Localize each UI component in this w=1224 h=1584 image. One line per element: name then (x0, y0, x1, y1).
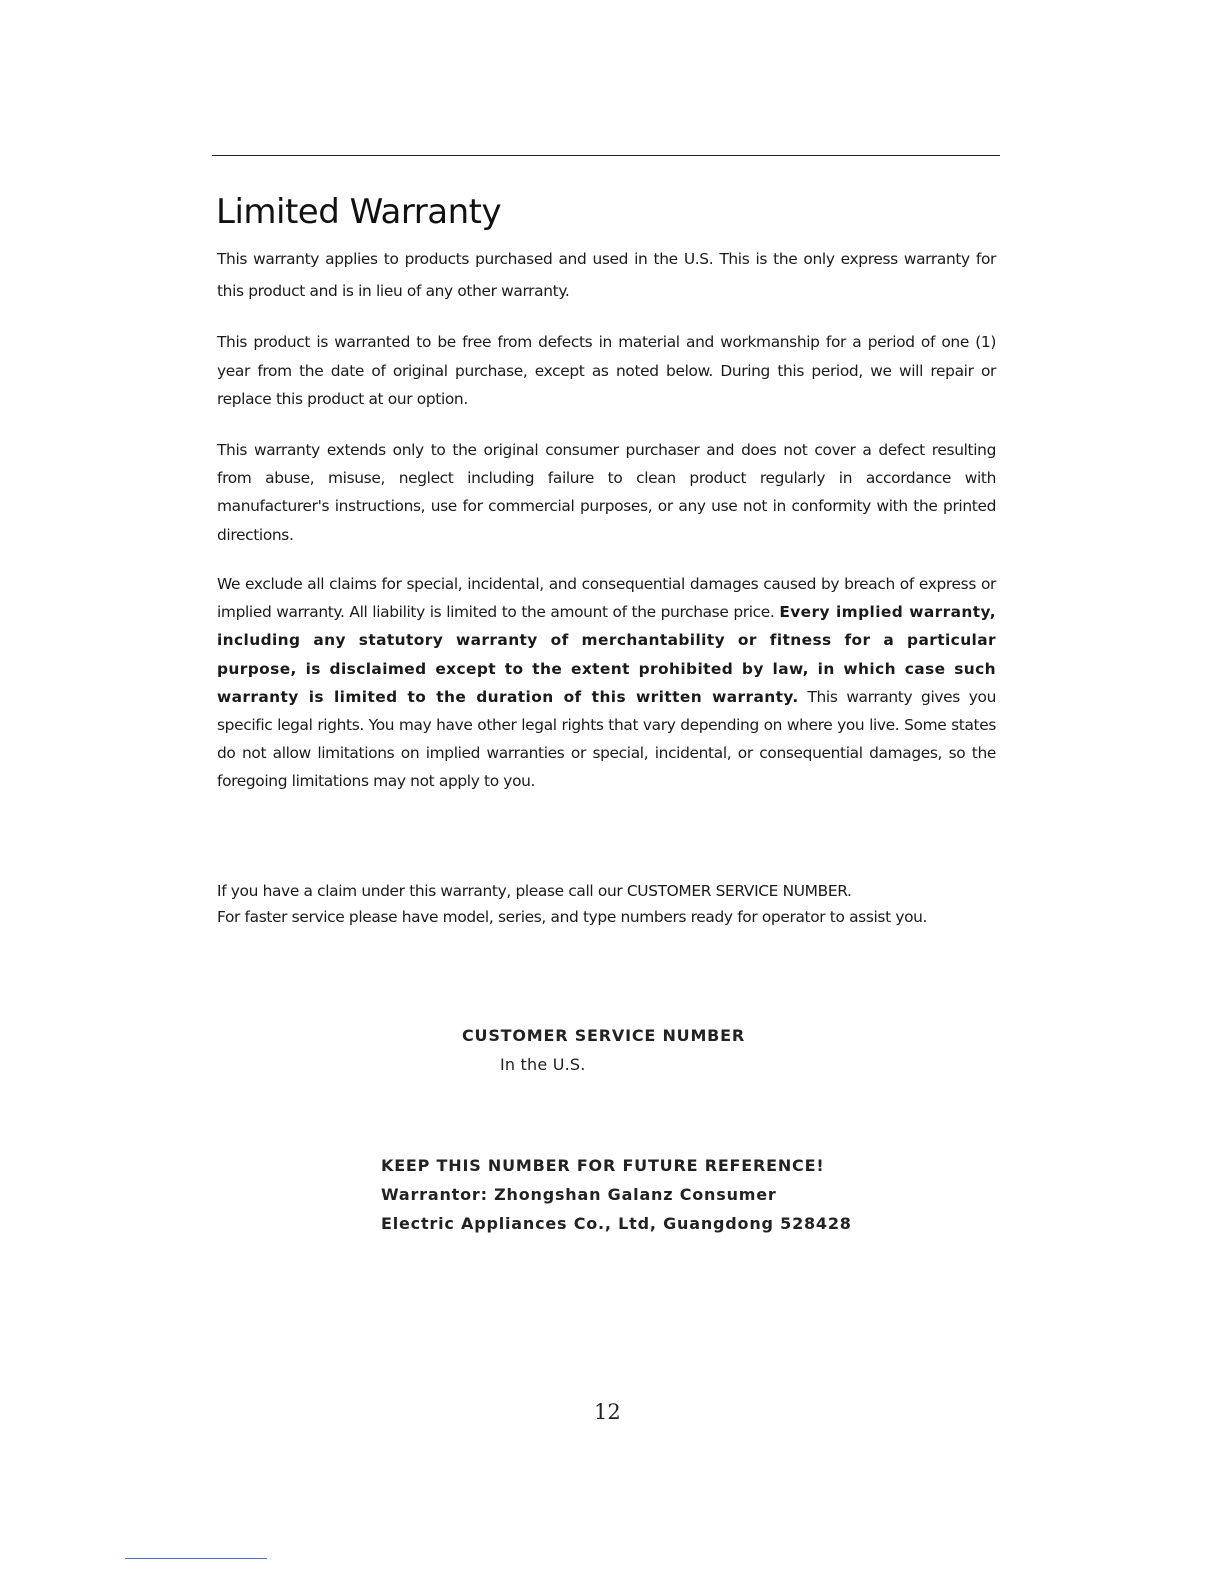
implied-warranty-disclaimer: Every implied warranty, including any statutory warranty of merchantability or fitness for a particular purpose, is disclaimed except to the extent prohibited by law, in which case such warranty is limited to the duration of this written warranty. (217, 603, 996, 706)
warranty-period-block (217, 328, 996, 414)
customer-service-region: In the U.S. (500, 1055, 586, 1074)
exclusions-block (217, 570, 996, 796)
page-title: Limited Warranty (216, 192, 502, 232)
header-divider (212, 155, 1000, 156)
claim-line-1: If you have a claim under this warranty, please call our CUSTOMER SERVICE NUMBER. (217, 882, 852, 900)
warrantor-line-2: Electric Appliances Co., Ltd, Guangdong 528428 (381, 1214, 852, 1233)
warrantor-line-1: Warrantor: Zhongshan Galanz Consumer (381, 1185, 777, 1204)
warranty-period-paragraph: This product is warranted to be free from defects in material and workmanship for a period of one (1) year from the date of original purchase, except as noted below. During this period, we will repair or replace this product at our option. (217, 333, 996, 408)
claim-line-2: For faster service please have model, series, and type numbers ready for operator to assist you. (217, 908, 928, 926)
warranty-scope-paragraph: This warranty extends only to the original consumer purchaser and does not cover a defect resulting from abuse, misuse, neglect including failure to clean product regularly in accordance with manufacturer's instructions, use for commercial purposes, or any use not in conformity with the printed directions. (217, 441, 996, 544)
claim-instructions (217, 878, 996, 930)
intro-paragraph-block (217, 243, 996, 307)
exclusions-text-start: We exclude all claims for special, incidental, and consequential damages caused by breach of express or implied warranty. All liability is limited to the amount of the purchase price. (217, 575, 996, 622)
exclusions-text-end: This warranty gives you specific legal rights. You may have other legal rights that vary depending on where you live. Some states do not allow limitations on implied warranties or special, incidental, or consequential damages, so the foregoing limitations may not apply to you. (217, 687, 996, 791)
keep-number-notice: KEEP THIS NUMBER FOR FUTURE REFERENCE! (381, 1156, 825, 1175)
intro-paragraph: This warranty applies to products purchased and used in the U.S. This is the only express warranty for this product and is in lieu of any other warranty. (217, 250, 996, 300)
footnote-divider (125, 1558, 267, 1559)
warrantor-block (381, 1151, 852, 1238)
customer-service-heading: CUSTOMER SERVICE NUMBER (462, 1026, 746, 1045)
exclusions-paragraph (217, 570, 996, 796)
page-number: 12 (594, 1400, 621, 1424)
warranty-scope-block (217, 436, 996, 549)
